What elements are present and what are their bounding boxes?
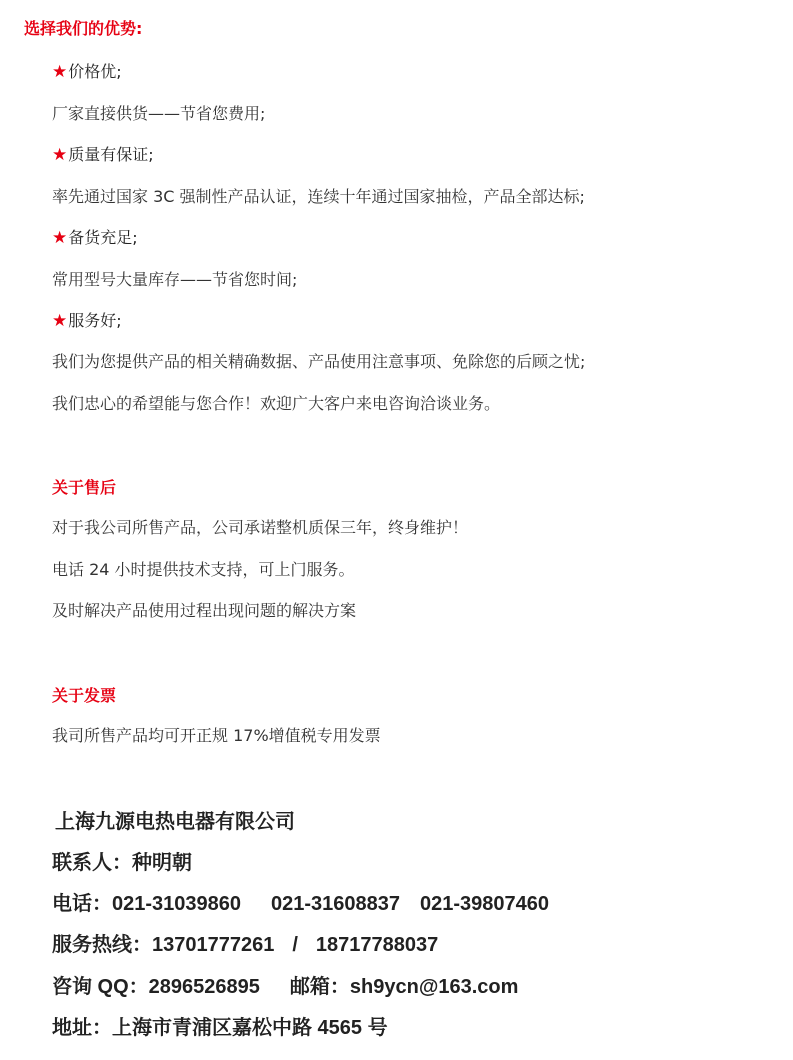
company-name: 上海九源电热电器有限公司 [55,811,295,833]
red-star-icon: ★ [52,145,68,165]
advantage-heading-text: 备货充足; [68,228,138,247]
email-address: sh9ycn@163.com [349,976,519,998]
advantage-detail-stock: 常用型号大量库存——节省您时间; [52,270,298,289]
hotline-separator: / [292,934,298,956]
advantages-closing: 我们忠心的希望能与您合作！欢迎广大客户来电咨询洽谈业务。 [52,394,501,413]
advantage-heading-price [52,64,122,81]
after-sales-heading: 关于售后 [52,478,117,497]
advantage-detail-price: 厂家直接供货——节省您费用; [52,104,266,123]
advantage-heading-service [52,313,122,330]
address-line: 地址：上海市青浦区嘉松中路 4565 号 [52,1017,388,1039]
advantage-heading-text: 质量有保证; [68,145,154,164]
advantage-heading-stock [52,230,138,247]
invoice-heading: 关于发票 [52,686,117,705]
qq-number: 2896526895 [148,976,260,998]
hotline-number: 18717788037 [315,934,439,956]
qq-email-line [52,977,518,997]
phone-number: 021-31039860 [112,893,242,915]
hotline-number: 13701777261 [152,934,275,956]
after-sales-line: 对于我公司所售产品，公司承诺整机质保三年，终身维护！ [52,518,469,537]
hotline-label: 服务热线： [52,934,152,956]
red-star-icon: ★ [52,228,68,248]
email-label: 邮箱： [289,976,350,998]
advantage-heading-text: 服务好; [68,311,122,330]
qq-label: 咨询 QQ： [52,976,149,998]
hotline-line [52,935,438,955]
invoice-text: 我司所售产品均可开正规 17%增值税专用发票 [52,726,381,745]
red-star-icon: ★ [52,311,68,331]
contact-person: 联系人：种明朝 [52,852,192,874]
phone-number: 021-31608837 [271,893,401,915]
advantage-heading-text: 价格优; [68,62,122,81]
advantage-heading-quality [52,147,154,164]
red-star-icon: ★ [52,62,68,82]
phone-number: 021-39807460 [420,893,550,915]
after-sales-line: 及时解决产品使用过程出现问题的解决方案 [52,601,357,620]
advantage-detail-quality: 率先通过国家 3C 强制性产品认证，连续十年通过国家抽检，产品全部达标; [52,187,585,206]
advantage-detail-service: 我们为您提供产品的相关精确数据、产品使用注意事项、免除您的后顾之忧; [52,352,586,371]
phone-line [52,894,549,914]
after-sales-line: 电话 24 小时提供技术支持，可上门服务。 [52,560,355,579]
phone-label: 电话： [52,893,112,915]
advantages-title: 选择我们的优势: [24,19,143,38]
